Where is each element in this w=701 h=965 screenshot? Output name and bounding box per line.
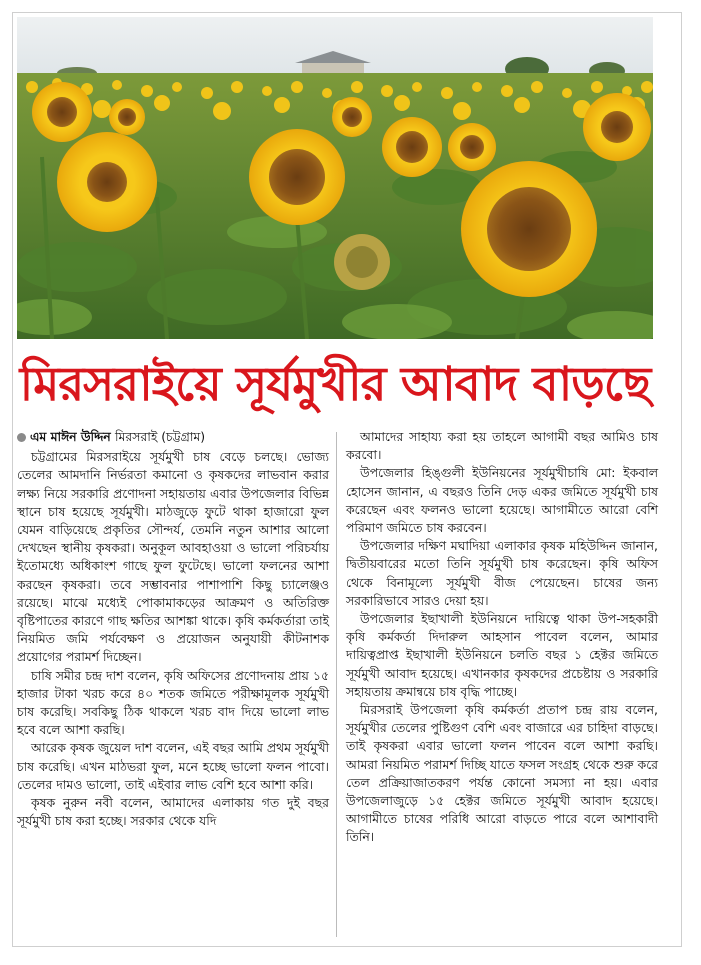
article-column-left xyxy=(17,428,329,830)
byline-author: এম মাঈন উদ্দিন xyxy=(30,429,111,444)
paragraph: মিরসরাই উপজেলা কৃষি কর্মকর্তা প্রতাপ চন্দ্র রায় বলেন, সূর্যমুখীর তেলের পুষ্টিগুণ বেশি এবং বাজারে এর চাহিদা বাড়ছে। তাই কৃষকরা এবার ভালো ফলন পাবেন বলে আশা করছি। আমরা নিয়মিত পরামর্শ দিচ্ছি যাতে ফসল সংগ্রহ থেকে শুরু করে তেল প্রক্রিয়াজাতকরণ পর্যন্ত কোনো সমস্যা না হয়। এবার উপজেলাজুড়ে ১৫ হেক্টর জমিতে সূর্যমুখী আবাদ হয়েছে। আগামীতে চাষের পরিধি আরো বাড়তে পারে বলে আশাবাদী তিনি। xyxy=(346,702,658,845)
paragraph: কৃষক নুরুন নবী বলেন, আমাদের এলাকায় গত দুই বছর সূর্যমুখী চাষ করা হচ্ছে। সরকার থেকে যদি xyxy=(17,795,329,829)
paragraph: চাষি সমীর চন্দ্র দাশ বলেন, কৃষি অফিসের প্রণোদনায় প্রায় ১৫ হাজার টাকা খরচ করে ৪০ শতক জমিতে পরীক্ষামূলক সূর্যমুখী চাষ করেছি। সবকিছু ঠিক থাকলে খরচ বাদ দিয়ে ভালো লাভ হবে বলে আশা করছি। xyxy=(17,667,329,738)
headline: মিরসরাইয়ে সূর্যমুখীর আবাদ বাড়ছে xyxy=(19,357,651,412)
paragraph: উপজেলার হিঙ্গুলী ইউনিয়নের সূর্যমুখীচাষি মো: ইকবাল হোসেন জানান, এ বছরও তিনি দেড় একর জমিতে সূর্যমুখী চাষ করেছেন এবং ফলনও ভালো হয়েছে। আগামীতে আরো বেশি পরিমাণ জমিতে চাষ করবেন। xyxy=(346,465,658,536)
paragraph: চট্টগ্রামের মিরসরাইয়ে সূর্যমুখী চাষ বেড়ে চলছে। ভোজ্য তেলের আমদানি নির্ভরতা কমানো ও কৃষকদের লাভবান করার লক্ষ্য নিয়ে সরকারি প্রণোদনা সহায়তায় এবার উপজেলার বিভিন্ন স্থানে চাষ হয়েছে সূর্যমুখী। মাঠজুড়ে ফুটে থাকা হাজারো ফুল যেমন বাড়িয়েছে প্রকৃতির সৌন্দর্য, তেমনি নতুন আশার আলো দেখছেন স্থানীয় কৃষকরা। অনুকূল আবহাওয়া ও ভালো পরিচর্যায় ইতোমধ্যে অধিকাংশ গাছে ফুল ফুটেছে। ভালো ফলনের আশা করছেন কৃষকরা। তবে সম্ভাবনার পাশাপাশি কিছু চ্যালেঞ্জও রয়েছে। মাঝে মধ্যেই পোকামাকড়ের আক্রমণ ও অতিরিক্ত বৃষ্টিপাতের কারণে গাছ ক্ষতির আশঙ্কা থাকে। কৃষি কর্মকর্তারা তাই নিয়মিত জমি পর্যবেক্ষণ ও প্রয়োজন অনুযায়ী কীটনাশক প্রয়োগের পরামর্শ দিচ্ছেন। xyxy=(17,449,329,665)
paragraph: আমাদের সাহায্য করা হয় তাহলে আগামী বছর আমিও চাষ করবো। xyxy=(346,429,658,463)
paragraph: উপজেলার দক্ষিণ মঘাদিয়া এলাকার কৃষক মহিউদ্দিন জানান, দ্বিতীয়বারের মতো তিনি সূর্যমুখী চাষ করেছেন। কৃষি অফিস থেকে বিনামূল্যে সূর্যমুখী বীজ পেয়েছেন। চাষের জন্য সরকারিভাবে সারও দেয়া হয়। xyxy=(346,538,658,608)
article-column-right xyxy=(346,428,658,847)
paragraph: আরেক কৃষক জুয়েল দাশ বলেন, এই বছর আমি প্রথম সূর্যমুখী চাষ করেছি। এখন মাঠভরা ফুল, মনে হচ্ছে ভালো ফলন পাবো। তেলের দামও ভালো, তাই এইবার লাভ বেশি হবে আশা করি। xyxy=(17,740,329,792)
sunflower-field-photo xyxy=(17,17,653,339)
byline-location: মিরসরাই (চট্টগ্রাম) xyxy=(114,429,206,444)
paragraph: উপজেলার ইছাখালী ইউনিয়নে দায়িত্বে থাকা উপ-সহকারী কৃষি কর্মকর্তা দিদারুল আহসান পাবেল বলেন, আমার দায়িত্বপ্রাপ্ত ইছাখালী ইউনিয়নে চলতি বছর ১ হেক্টর জমিতে সূর্যমুখী আবাদ হয়েছে। এখানকার কৃষকদের প্রচেষ্টায় ও সরকারি সহায়তায় ক্রমান্বয়ে চাষ বৃদ্ধি পাচ্ছে। xyxy=(346,611,658,699)
bullet-icon xyxy=(17,433,26,442)
column-divider xyxy=(336,432,337,937)
byline xyxy=(17,428,329,446)
